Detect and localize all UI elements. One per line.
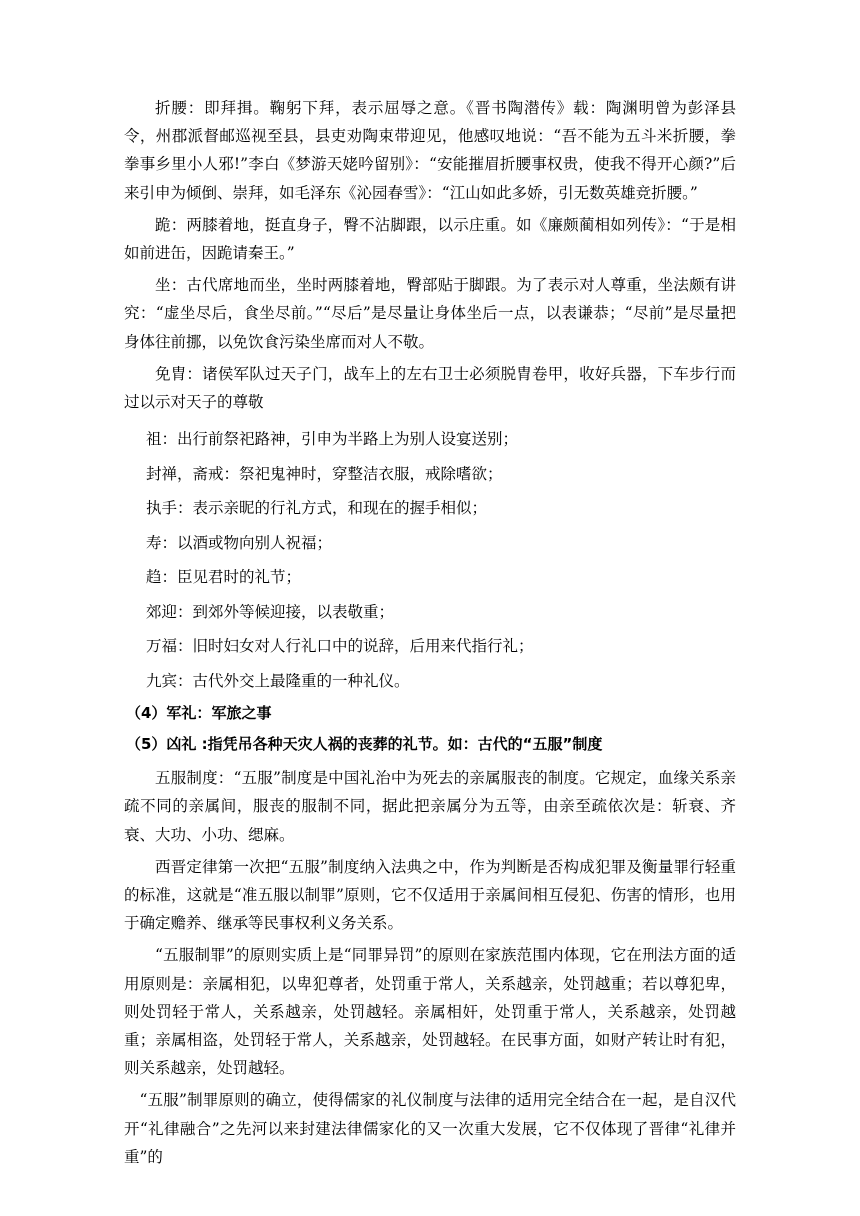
section-heading-military-rites: （4）军礼：军旅之事 (126, 704, 272, 723)
list-item: 郊迎：到郊外等候迎接，以表敬重； (146, 602, 395, 621)
list-item: 执手：表示亲昵的行礼方式，和现在的握手相似； (146, 499, 488, 518)
section-heading-funeral-rites: （5）凶礼 :指凭吊各种天灾人祸的丧葬的礼节。如：古代的“五服”制度 (126, 735, 603, 754)
paragraph-zheyao: 折腰：即拜揖。鞠躬下拜，表示屈辱之意。《晋书陶潜传》载：陶渊明曾为彭泽县令，州郡派督邮巡视至县，县吏劝陶束带迎见，他感叹地说：“吾不能为五斗米折腰，拳拳事乡里小人邪!”李白《梦游天姥吟留别》：“安能摧眉折腰事权贵，使我不得开心颜?”后来引申为倾倒、崇拜，如毛泽东《沁园春雪》：“江山如此多娇，引无数英雄竞折腰。” (124, 99, 736, 202)
paragraph-wufu-system: 五服制度：“五服”制度是中国礼治中为死去的亲属服丧的制度。它规定，血缘关系亲疏不同的亲属间，服丧的服制不同，据此把亲属分为五等，由亲至疏依次是：斩衰、齐衰、大功、小功、缌麻。 (124, 769, 736, 844)
paragraph-gui: 跪：两膝着地，挺直身子，臀不沾脚跟，以示庄重。如《廉颇蔺相如列传》：“于是相如前进缶，因跪请秦王。” (124, 215, 736, 263)
list-item: 封禅，斋戒：祭祀鬼神时，穿整洁衣服，戒除嗜欲； (146, 464, 503, 483)
paragraph-wufu-significance: “五服”制罪原则的确立，使得儒家的礼仪制度与法律的适用完全结合在一起，是自汉代开“礼律融合”之先河以来封建法律儒家化的又一次重大发展，它不仅体现了晋律“礼律并重”的 (124, 1091, 736, 1166)
etiquette-list (124, 422, 736, 698)
paragraph-wufu-zhizui: “五服制罪”的原则实质上是“同罪异罚”的原则在家族范围内体现，它在刑法方面的适用原则是：亲属相犯，以卑犯尊者，处罚重于常人，关系越亲，处罚越重；若以尊犯卑，则处罚轻于常人，关系越亲，处罚越轻。亲属相奸，处罚重于常人，关系越亲，处罚越重；亲属相盗，处罚轻于常人，关系越亲，处罚越轻。在民事方面，如财产转让时有犯，则关系越亲，处罚越轻。 (124, 946, 736, 1078)
list-item: 万福：旧时妇女对人行礼口中的说辞，后用来代指行礼； (146, 637, 534, 656)
list-item: 寿：以酒或物向别人祝福； (146, 533, 333, 552)
paragraph-mianzhou: 免胄：诸侯军队过天子门，战车上的左右卫士必须脱胄卷甲，收好兵器，下车步行而过以示对天子的尊敬 (124, 364, 736, 412)
paragraph-zuo: 坐：古代席地而坐，坐时两膝着地，臀部贴于脚跟。为了表示对人尊重，坐法颇有讲究：“虚坐尽后，食坐尽前。”“尽后”是尽量让身体坐后一点，以表谦恭；“尽前”是尽量把身体往前挪，以免饮食污染坐席而对人不敬。 (124, 276, 736, 351)
list-item: 九宾：古代外交上最隆重的一种礼仪。 (146, 671, 410, 690)
paragraph-xijin-law: 西晋定律第一次把“五服”制度纳入法典之中，作为判断是否构成犯罪及衡量罪行轻重的标准，这就是“准五服以制罪”原则，它不仅适用于亲属间相互侵犯、伤害的情形，也用于确定赡养、继承等民事权利义务关系。 (124, 857, 736, 933)
list-item: 祖：出行前祭祀路神，引申为半路上为别人设宴送别； (146, 430, 519, 449)
list-item: 趋：臣见君时的礼节； (146, 568, 302, 587)
